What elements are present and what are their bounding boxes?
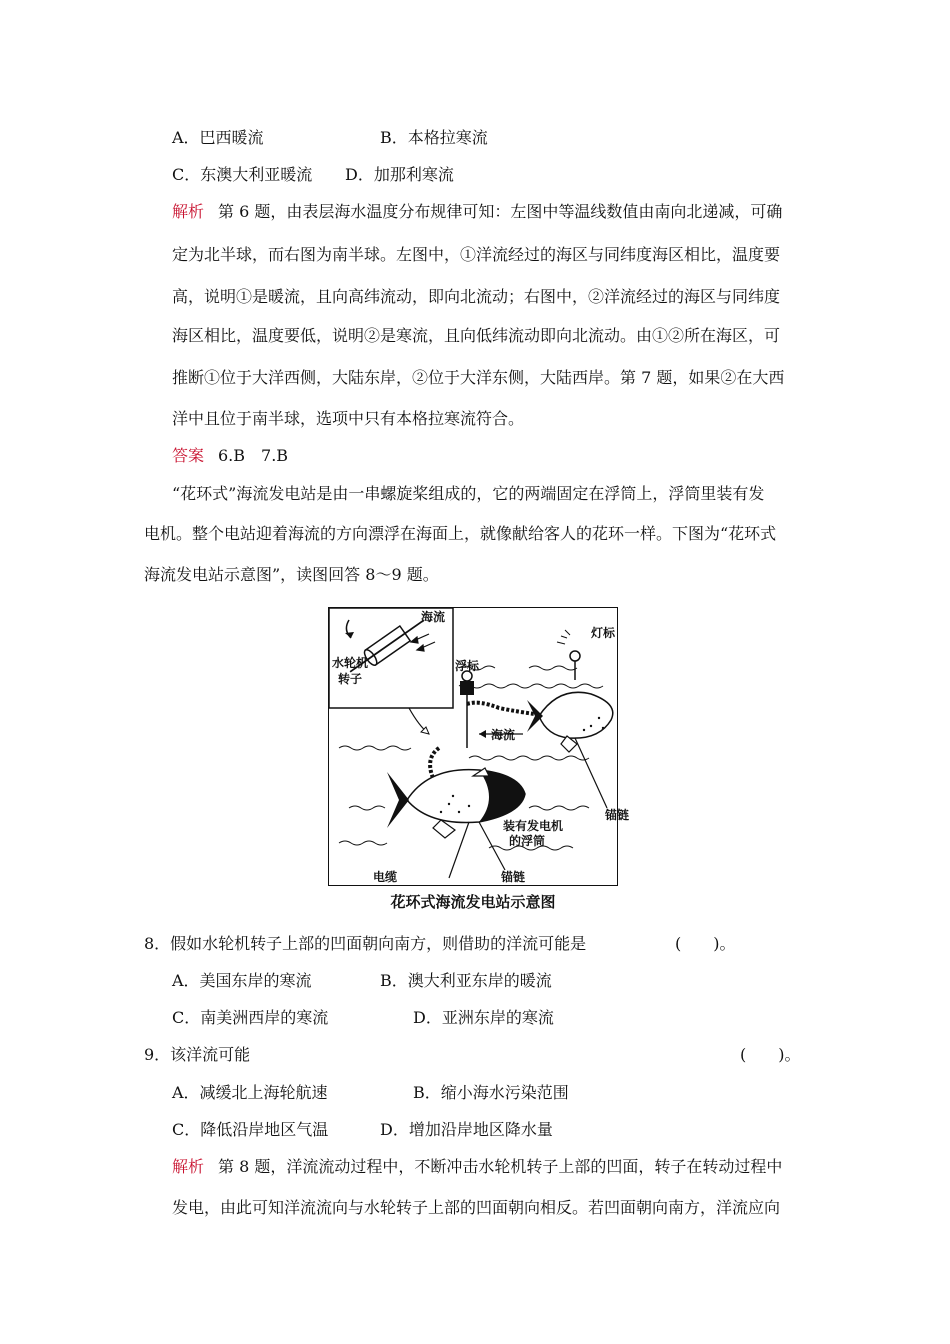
label-rotor-1: 水轮机 bbox=[332, 656, 369, 670]
q7-option-b: B．本格拉寒流 bbox=[380, 128, 488, 147]
buoy-icon bbox=[460, 671, 474, 748]
q9-option-a: A．减缓北上海轮航速 bbox=[172, 1083, 328, 1102]
q8-stem: 8．假如水轮机转子上部的凹面朝向南方，则借助的洋流可能是 bbox=[144, 934, 587, 953]
power-station-diagram bbox=[329, 608, 619, 887]
q8-option-d: D．亚洲东岸的寒流 bbox=[413, 1008, 554, 1027]
float-upper-icon bbox=[527, 692, 613, 808]
analysis-line: 定为北半球，而右图为南半球。左图中，①洋流经过的海区与同纬度海区相比，温度要 bbox=[172, 245, 781, 264]
light-beacon-icon bbox=[557, 630, 580, 680]
label-chain-bottom: 锚链 bbox=[501, 870, 526, 884]
label-current-main: 海流 bbox=[491, 728, 516, 742]
q7-option-c: C．东澳大利亚暖流 bbox=[172, 165, 313, 184]
q9-stem: 9．该洋流可能 bbox=[144, 1045, 251, 1064]
q9-answer-blank: ( )。 bbox=[740, 1045, 801, 1064]
q8-answer-blank: ( )。 bbox=[675, 934, 736, 953]
analysis-line: 第 8 题，洋流流动过程中，不断冲击水轮机转子上部的凹面，转子在转动过程中 bbox=[218, 1157, 783, 1176]
label-rotor-2: 转子 bbox=[338, 672, 363, 686]
q7-option-a: A．巴西暖流 bbox=[172, 128, 264, 147]
analysis-tag: 解析 bbox=[172, 202, 205, 221]
label-float-2: 的浮筒 bbox=[509, 834, 546, 848]
power-station-figure bbox=[328, 607, 630, 886]
intro-line: 电机。整个电站迎着海流的方向漂浮在海面上，就像献给客人的花环一样。下图为“花环式 bbox=[144, 524, 777, 543]
intro-line: “花环式”海流发电站是由一串螺旋桨组成的，它的两端固定在浮筒上，浮筒里装有发 bbox=[172, 484, 765, 503]
analysis-line: 第 6 题，由表层海水温度分布规律可知：左图中等温线数值由南向北递减，可确 bbox=[218, 202, 783, 221]
q8-option-b: B．澳大利亚东岸的暖流 bbox=[380, 971, 552, 990]
q9-option-c: C．降低沿岸地区气温 bbox=[172, 1120, 329, 1139]
analysis-line: 洋中且位于南半球，选项中只有本格拉寒流符合。 bbox=[172, 409, 525, 428]
label-buoy: 浮标 bbox=[455, 659, 480, 673]
q8-option-a: A．美国东岸的寒流 bbox=[172, 971, 312, 990]
figure-caption: 花环式海流发电站示意图 bbox=[390, 893, 556, 911]
answer-tag: 答案 bbox=[172, 446, 205, 465]
q8-option-c: C．南美洲西岸的寒流 bbox=[172, 1008, 329, 1027]
answer-text: 6.B 7.B bbox=[218, 446, 289, 465]
label-current-inset: 海流 bbox=[421, 610, 446, 624]
label-cable: 电缆 bbox=[373, 870, 398, 884]
label-light: 灯标 bbox=[591, 626, 616, 640]
label-chain-right: 锚链 bbox=[605, 808, 630, 822]
label-float-1: 装有发电机 bbox=[503, 819, 564, 833]
analysis-tag: 解析 bbox=[172, 1157, 205, 1176]
q7-option-d: D．加那利寒流 bbox=[345, 165, 454, 184]
analysis-line: 海区相比，温度要低，说明②是寒流，且向低纬流动即向北流动。由①②所在海区，可 bbox=[172, 326, 781, 345]
analysis-line: 推断①位于大洋西侧，大陆东岸，②位于大洋东侧，大陆西岸。第 7 题，如果②在大西 bbox=[172, 368, 785, 387]
analysis-line: 发电，由此可知洋流流向与水轮转子上部的凹面朝向相反。若凹面朝向南方，洋流应向 bbox=[172, 1198, 781, 1217]
q9-option-b: B．缩小海水污染范围 bbox=[413, 1083, 569, 1102]
propeller-chain bbox=[467, 703, 535, 714]
q9-option-d: D．增加沿岸地区降水量 bbox=[380, 1120, 553, 1139]
intro-line: 海流发电站示意图”，读图回答 8～9 题。 bbox=[144, 565, 439, 584]
analysis-line: 高，说明①是暖流，且向高纬流动，即向北流动；右图中，②洋流经过的海区与同纬度 bbox=[172, 287, 781, 306]
